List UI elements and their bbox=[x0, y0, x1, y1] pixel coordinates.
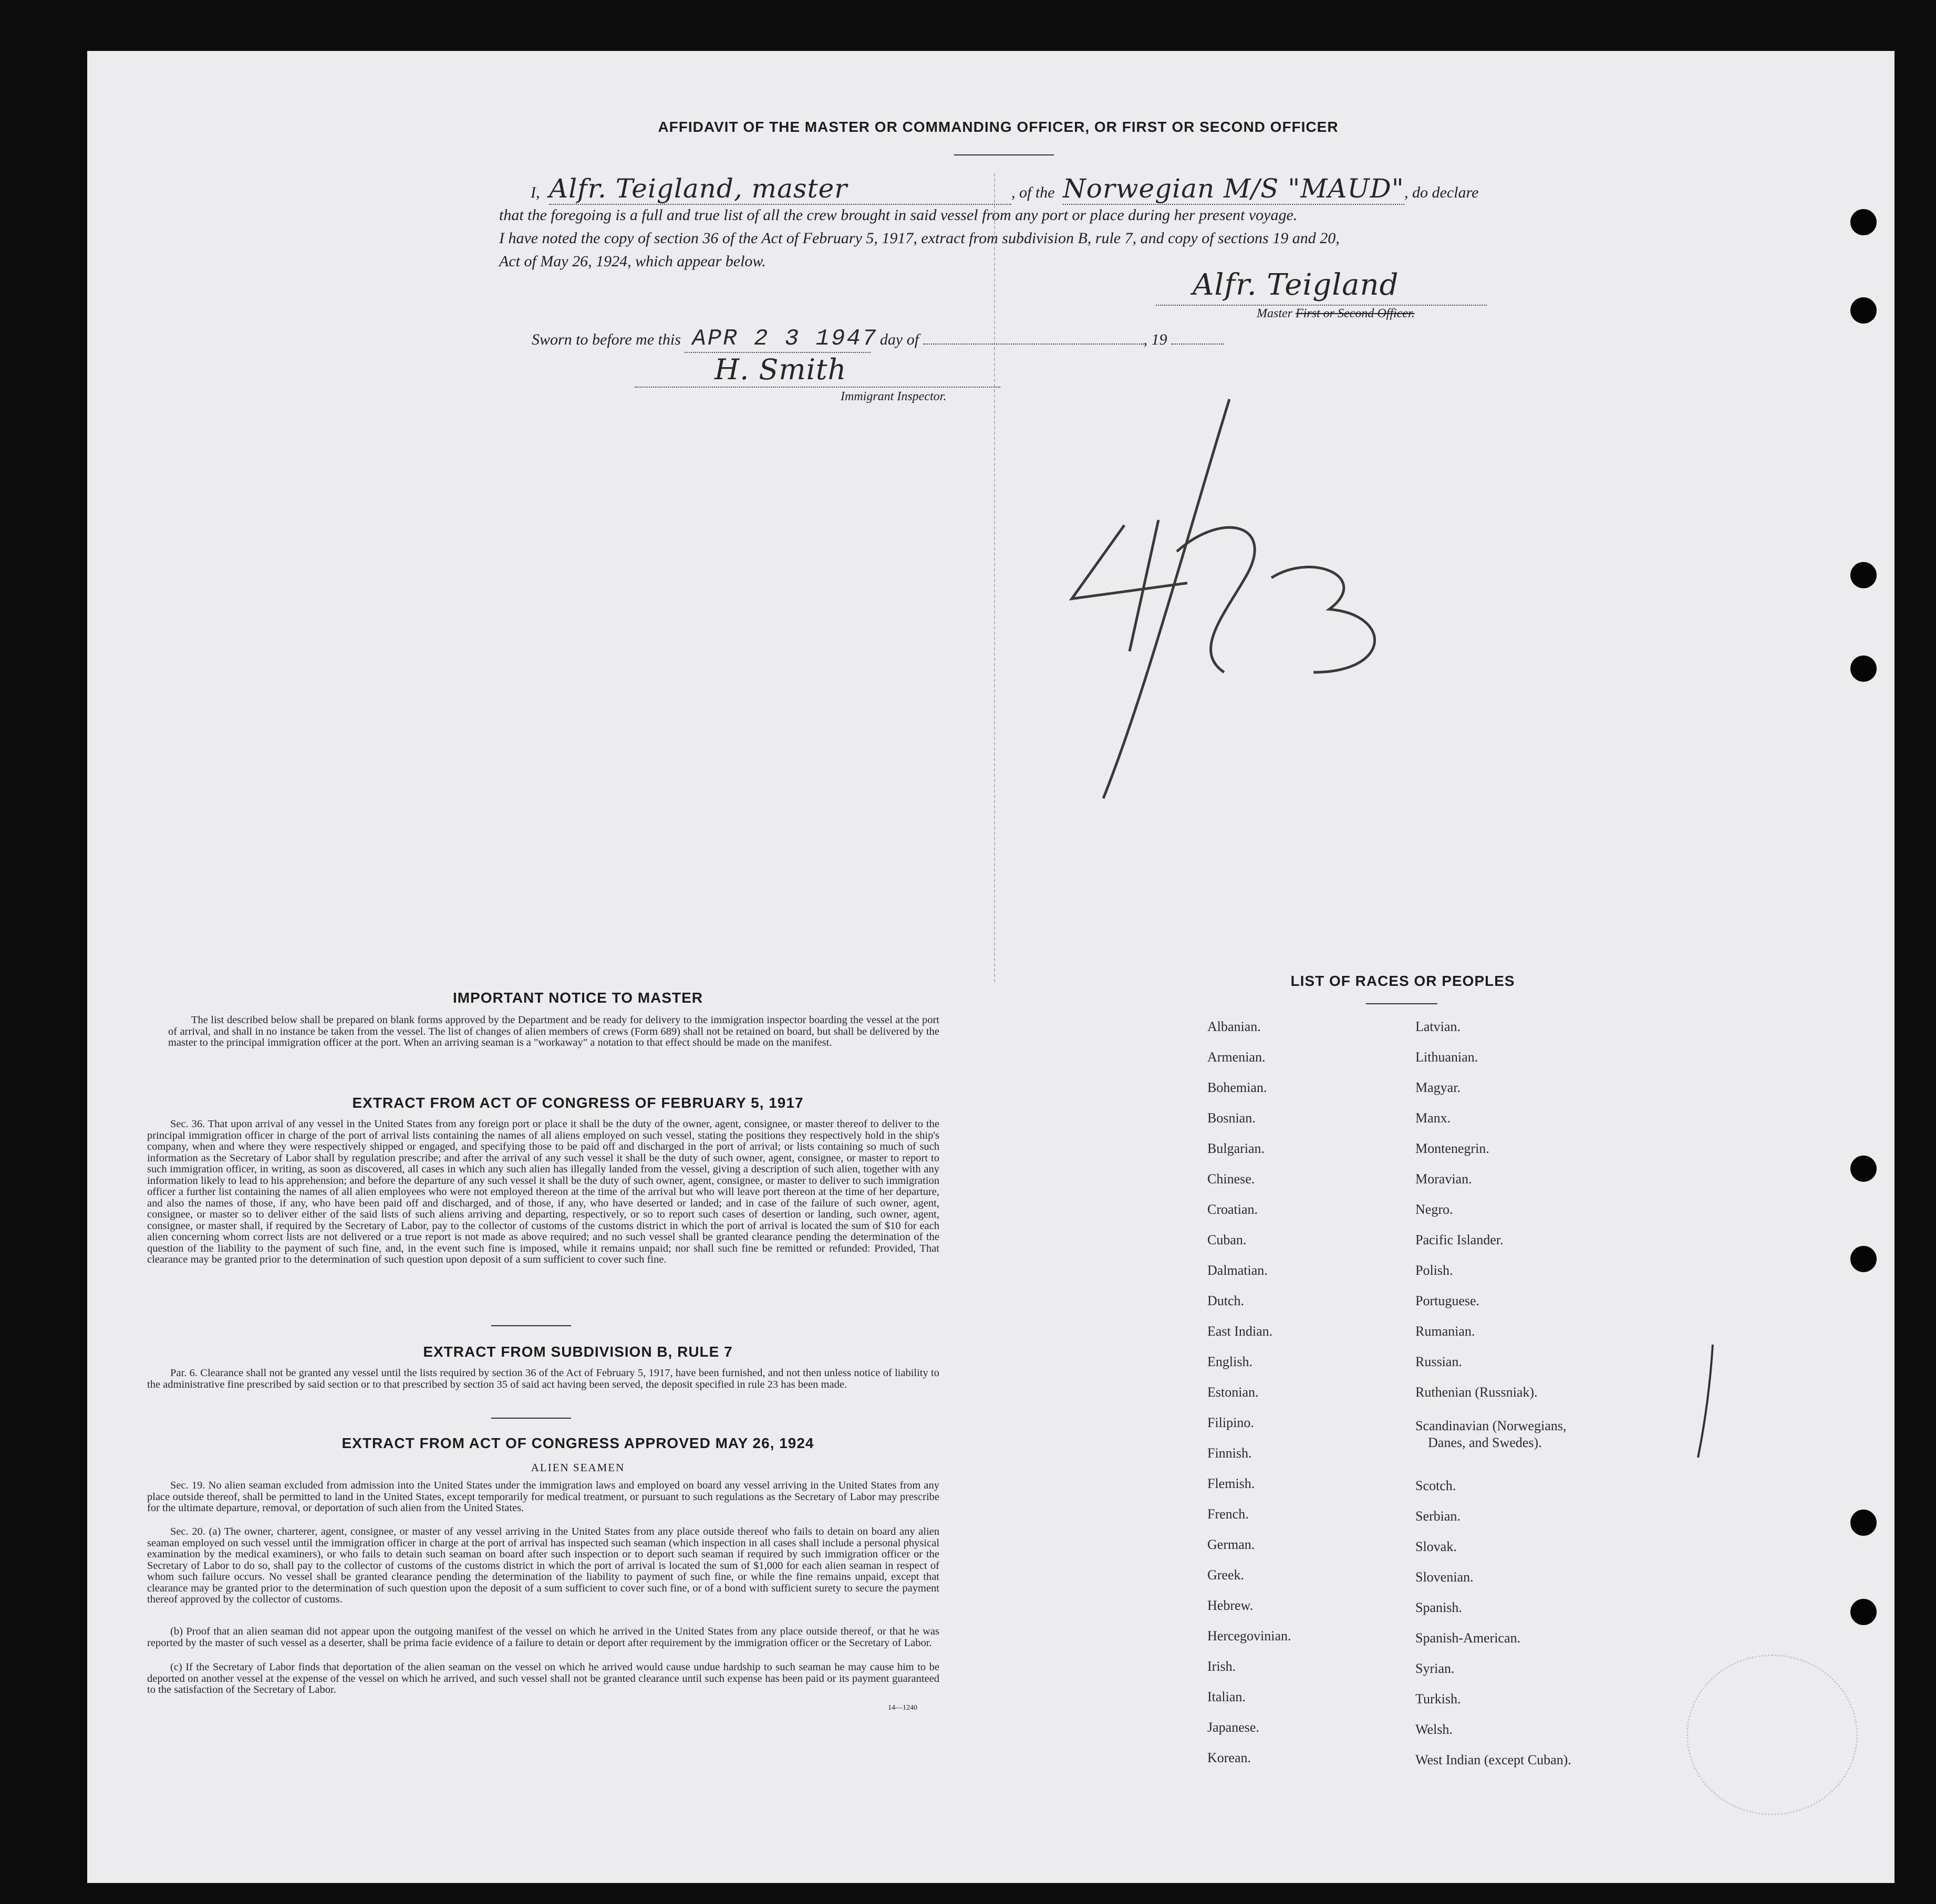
inspector-line bbox=[635, 387, 1000, 388]
notice-title: IMPORTANT NOTICE TO MASTER bbox=[452, 990, 703, 1006]
races-title: LIST OF RACES OR PEOPLES bbox=[1290, 973, 1515, 989]
race-item: Rumanian. bbox=[1415, 1324, 1475, 1339]
race-item: Polish. bbox=[1415, 1263, 1453, 1278]
signature-line bbox=[1156, 305, 1487, 306]
affidavit-title: AFFIDAVIT OF THE MASTER OR COMMANDING OFFICER, OR FIRST OR SECOND OFFICER bbox=[658, 119, 1339, 135]
section-rule bbox=[491, 1418, 571, 1419]
inspector-title: Immigrant Inspector. bbox=[841, 390, 947, 403]
race-item: Magyar. bbox=[1415, 1080, 1461, 1095]
punch-hole bbox=[1850, 562, 1877, 588]
form-number: 14—1240 bbox=[888, 1704, 917, 1712]
race-item: Chinese. bbox=[1207, 1171, 1255, 1187]
race-item: French. bbox=[1207, 1506, 1249, 1522]
races-rule bbox=[1366, 1003, 1437, 1004]
race-item: Manx. bbox=[1415, 1110, 1451, 1126]
race-item: Estonian. bbox=[1207, 1385, 1259, 1400]
punch-hole bbox=[1850, 1246, 1877, 1272]
race-item: Filipino. bbox=[1207, 1415, 1254, 1430]
do-declare-text: , do declare bbox=[1404, 184, 1479, 201]
signer-struck: First or Second Officer. bbox=[1296, 307, 1415, 320]
race-item: Dalmatian. bbox=[1207, 1263, 1268, 1278]
sec-20b-text: (b) Proof that an alien seaman did not appear upon the outgoing manifest of the vessel on which he arrived in the United States from any place outside thereof, or that he was reported by the master of such vessel as a deserter, shall be prima facie evidence of a failure to detain or deport after requirement by the immigration officer or the Secretary of Labor. bbox=[147, 1626, 939, 1649]
master-name-handwritten: Alfr. Teigland, master bbox=[549, 173, 1011, 205]
of-the-text: , of the bbox=[1011, 184, 1055, 201]
race-item: Syrian. bbox=[1415, 1661, 1455, 1676]
race-item: Irish. bbox=[1207, 1659, 1236, 1674]
extract-1924-title: EXTRACT FROM ACT OF CONGRESS APPROVED MAY 26, 1924 bbox=[341, 1435, 814, 1451]
sec-19-text: Sec. 19. No alien seaman excluded from admission into the United States under the immigration laws and employed on board any vessel arriving in the United States from any place outside thereof, shall be permitted to land in the United States, except temporarily for medical treatment, or pursuant to such regulations as the Secretary of Labor may prescribe for the ultimate departure, removal, or deportation of such alien from the United States. bbox=[147, 1480, 939, 1514]
race-item: Serbian. bbox=[1415, 1508, 1461, 1524]
punch-hole bbox=[1850, 1599, 1877, 1625]
race-item: Moravian. bbox=[1415, 1171, 1472, 1187]
notice-text: The list described below shall be prepared on blank forms approved by the Department and be ready for delivery to the immigration inspector boarding the vessel at the port of arrival, and shall in no instance be taken from the vessel. The list of changes of alien members of crews (Form 689) shall not be retained on board, but shall be delivered by the master to the principal immigration officer at the port. When an arriving seaman is a "workaway" a notation to that effect should be made on the manifest. bbox=[168, 1014, 939, 1048]
master-signature: Alfr. Teigland bbox=[1193, 268, 1399, 302]
race-item: Scandinavian (Norwegians, bbox=[1415, 1418, 1567, 1433]
sworn-line bbox=[532, 326, 1224, 353]
vessel-name-handwritten: Norwegian M/S "MAUD" bbox=[1063, 173, 1404, 204]
sec-20c-text: (c) If the Secretary of Labor finds that deportation of the alien seaman on the vessel on which he arrived would cause undue hardship to such seaman he may cause him to be deported on another vessel at the expense of the vessel on which he arrived, and such vessel shall not be granted clearance until such expense has been paid or its payment guaranteed to the satisfaction of the Secretary of Labor. bbox=[147, 1661, 939, 1695]
race-item: Russian. bbox=[1415, 1354, 1462, 1369]
embossed-seal bbox=[1686, 1655, 1858, 1815]
race-item: Welsh. bbox=[1415, 1722, 1453, 1737]
alien-seamen-subtitle: ALIEN SEAMEN bbox=[531, 1461, 625, 1474]
annotation-drawing bbox=[1067, 378, 1424, 798]
sworn-date-stamp: APR 2 3 1947 bbox=[685, 326, 871, 353]
year-prefix: , 19 bbox=[1143, 331, 1167, 348]
race-item: Bohemian. bbox=[1207, 1080, 1267, 1095]
race-item: Croatian. bbox=[1207, 1202, 1258, 1217]
race-item: English. bbox=[1207, 1354, 1252, 1369]
race-item: Albanian. bbox=[1207, 1019, 1261, 1034]
race-item: Slovak. bbox=[1415, 1539, 1457, 1554]
margin-pencil-mark bbox=[1697, 1345, 1718, 1460]
race-item: East Indian. bbox=[1207, 1324, 1273, 1339]
affidavit-line-3: I have noted the copy of section 36 of the Act of February 5, 1917, extract from subdivision B, rule 7, and copy of sections 19 and 20, bbox=[499, 230, 1340, 247]
race-item: Slovenian. bbox=[1415, 1569, 1474, 1585]
sworn-label: Sworn to before me this bbox=[532, 331, 681, 348]
race-item: Hebrew. bbox=[1207, 1598, 1254, 1613]
punch-hole bbox=[1850, 209, 1877, 235]
race-item: Bosnian. bbox=[1207, 1110, 1256, 1126]
race-item: Portuguese. bbox=[1415, 1293, 1480, 1308]
day-of-label: day of bbox=[879, 331, 919, 348]
extract-rule7-text: Par. 6. Clearance shall not be granted any vessel until the lists required by section 36 of the Act of February 5, 1917, have been furnished, and not then unless notice of liability to the administrative fine prescribed by said section or to that prescribed by section 35 of said act having been served, the deposit specified in rule 23 has been made. bbox=[147, 1367, 939, 1390]
race-item: Lithuanian. bbox=[1415, 1049, 1478, 1065]
extract-1917-text: Sec. 36. That upon arrival of any vessel in the United States from any foreign port or place it shall be the duty of the owner, agent, consignee, or master thereof to deliver to the principal immigration officer in charge of the port of arrival lists containing the names of all aliens employed on such vessel, stating the positions they respectively hold in the ship's company, when and where they were respectively shipped or engaged, and specifying those to be paid off and discharged in the port of arrival; or lists containing so much of such information as the Secretary of Labor shall by regulation prescribe; and after the arrival of any such vessel it shall be the duty of such owner, agent, consignee, or master to report to such immigration officer, in writing, as soon as discovered, all cases in which any such alien has illegally landed from the vessel, giving a description of such alien, together with any information likely to lead to his apprehension; and before the departure of any such vessel it shall be the duty of such owner, agent, consignee, or master to deliver to such immigration officer a further list containing the names of all alien employees who were not employed thereon at the time of the arrival but who will leave port thereon at the time of her departure, and also the names of those, if any, who have been paid off and discharged, and of those, if any, who have deserted or landed; and in case of the failure of such owner, agent, consignee, or master so to deliver either of the said lists of such aliens arriving and departing, respectively, or so to report such cases of desertion or landing, such owner, agent, consignee, or master shall, if required by the Secretary of Labor, pay to the collector of customs of the customs district in which the port of arrival is located the sum of $10 for each alien concerning whom correct lists are not delivered or a true report is not made as above required; and no such vessel shall be granted clearance pending the determination of the question of the liability to the payment of such fine, and, in the event such fine is imposed, while it remains unpaid; nor shall such fine be remitted or refunded: Provided, That clearance may be granted prior to the determination of such question upon deposit of a sum sufficient to cover such fine. bbox=[147, 1118, 939, 1265]
affidavit-line-1 bbox=[531, 173, 1508, 205]
month-blank bbox=[923, 329, 1144, 345]
race-item: Bulgarian. bbox=[1207, 1141, 1265, 1156]
punch-hole bbox=[1850, 1156, 1877, 1182]
race-item: Korean. bbox=[1207, 1750, 1251, 1765]
sec-20a-text: Sec. 20. (a) The owner, charterer, agent, consignee, or master of any vessel arriving in the United States from any place outside thereof who fails to detain on board any alien seaman employed on such vessel until the immigration officer in charge at the port of arrival has inspected such seaman (which inspection in all cases shall include a personal physical examination by the medical examiners), or who fails to detain such seaman on board after such inspection or to deport such seaman if required by such immigration officer or the Secretary of Labor to do so, shall pay to the collector of customs of the customs district in which the port of arrival is located the sum of $1,000 for each alien seaman in respect of whom such failure occurs. No vessel shall be granted clearance pending the determination of the liability to payment of such fine, or while the fine remains unpaid, except that clearance may be granted prior to the determination of such question upon the deposit of a sum sufficient to cover such fine, or of a bond with sufficient surety to secure the payment thereof approved by the collector of customs. bbox=[147, 1526, 939, 1605]
inspector-signature: H. Smith bbox=[715, 353, 847, 386]
race-item: Negro. bbox=[1415, 1202, 1453, 1217]
extract-rule7-title: EXTRACT FROM SUBDIVISION B, RULE 7 bbox=[423, 1344, 733, 1360]
race-item: Danes, and Swedes). bbox=[1428, 1435, 1542, 1450]
punch-hole bbox=[1850, 656, 1877, 682]
race-item: Finnish. bbox=[1207, 1445, 1252, 1461]
race-item: Turkish. bbox=[1415, 1691, 1461, 1707]
race-item: Ruthenian (Russniak). bbox=[1415, 1385, 1538, 1400]
race-item: Hercegovinian. bbox=[1207, 1628, 1291, 1643]
race-item: Spanish-American. bbox=[1415, 1630, 1521, 1646]
race-item: German. bbox=[1207, 1537, 1255, 1552]
i-word: I, bbox=[531, 184, 540, 201]
race-item: Japanese. bbox=[1207, 1720, 1259, 1735]
punch-hole bbox=[1850, 1510, 1877, 1536]
race-item: West Indian (except Cuban). bbox=[1415, 1752, 1571, 1767]
title-rule bbox=[954, 154, 1054, 155]
affidavit-line-2: that the foregoing is a full and true list of all the crew brought in said vessel from any port or place during her present voyage. bbox=[499, 206, 1298, 224]
race-item: Pacific Islander. bbox=[1415, 1232, 1504, 1247]
affidavit-line-4: Act of May 26, 1924, which appear below. bbox=[499, 253, 766, 270]
race-item: Montenegrin. bbox=[1415, 1141, 1489, 1156]
race-item: Spanish. bbox=[1415, 1600, 1462, 1615]
race-item: Italian. bbox=[1207, 1689, 1246, 1704]
signer-master: Master bbox=[1257, 307, 1292, 320]
signer-role bbox=[1257, 307, 1415, 321]
race-item: Dutch. bbox=[1207, 1293, 1245, 1308]
extract-1917-title: EXTRACT FROM ACT OF CONGRESS OF FEBRUARY 5, 1917 bbox=[352, 1095, 804, 1111]
year-blank bbox=[1171, 329, 1224, 345]
handwritten-date-annotation bbox=[1067, 378, 1424, 798]
race-item: Cuban. bbox=[1207, 1232, 1247, 1247]
fold-line bbox=[994, 173, 996, 982]
race-item: Latvian. bbox=[1415, 1019, 1461, 1034]
race-item: Scotch. bbox=[1415, 1478, 1456, 1493]
race-item: Armenian. bbox=[1207, 1049, 1266, 1065]
punch-hole bbox=[1850, 297, 1877, 324]
race-item: Flemish. bbox=[1207, 1476, 1255, 1491]
section-rule bbox=[491, 1325, 571, 1326]
race-item: Greek. bbox=[1207, 1567, 1245, 1583]
